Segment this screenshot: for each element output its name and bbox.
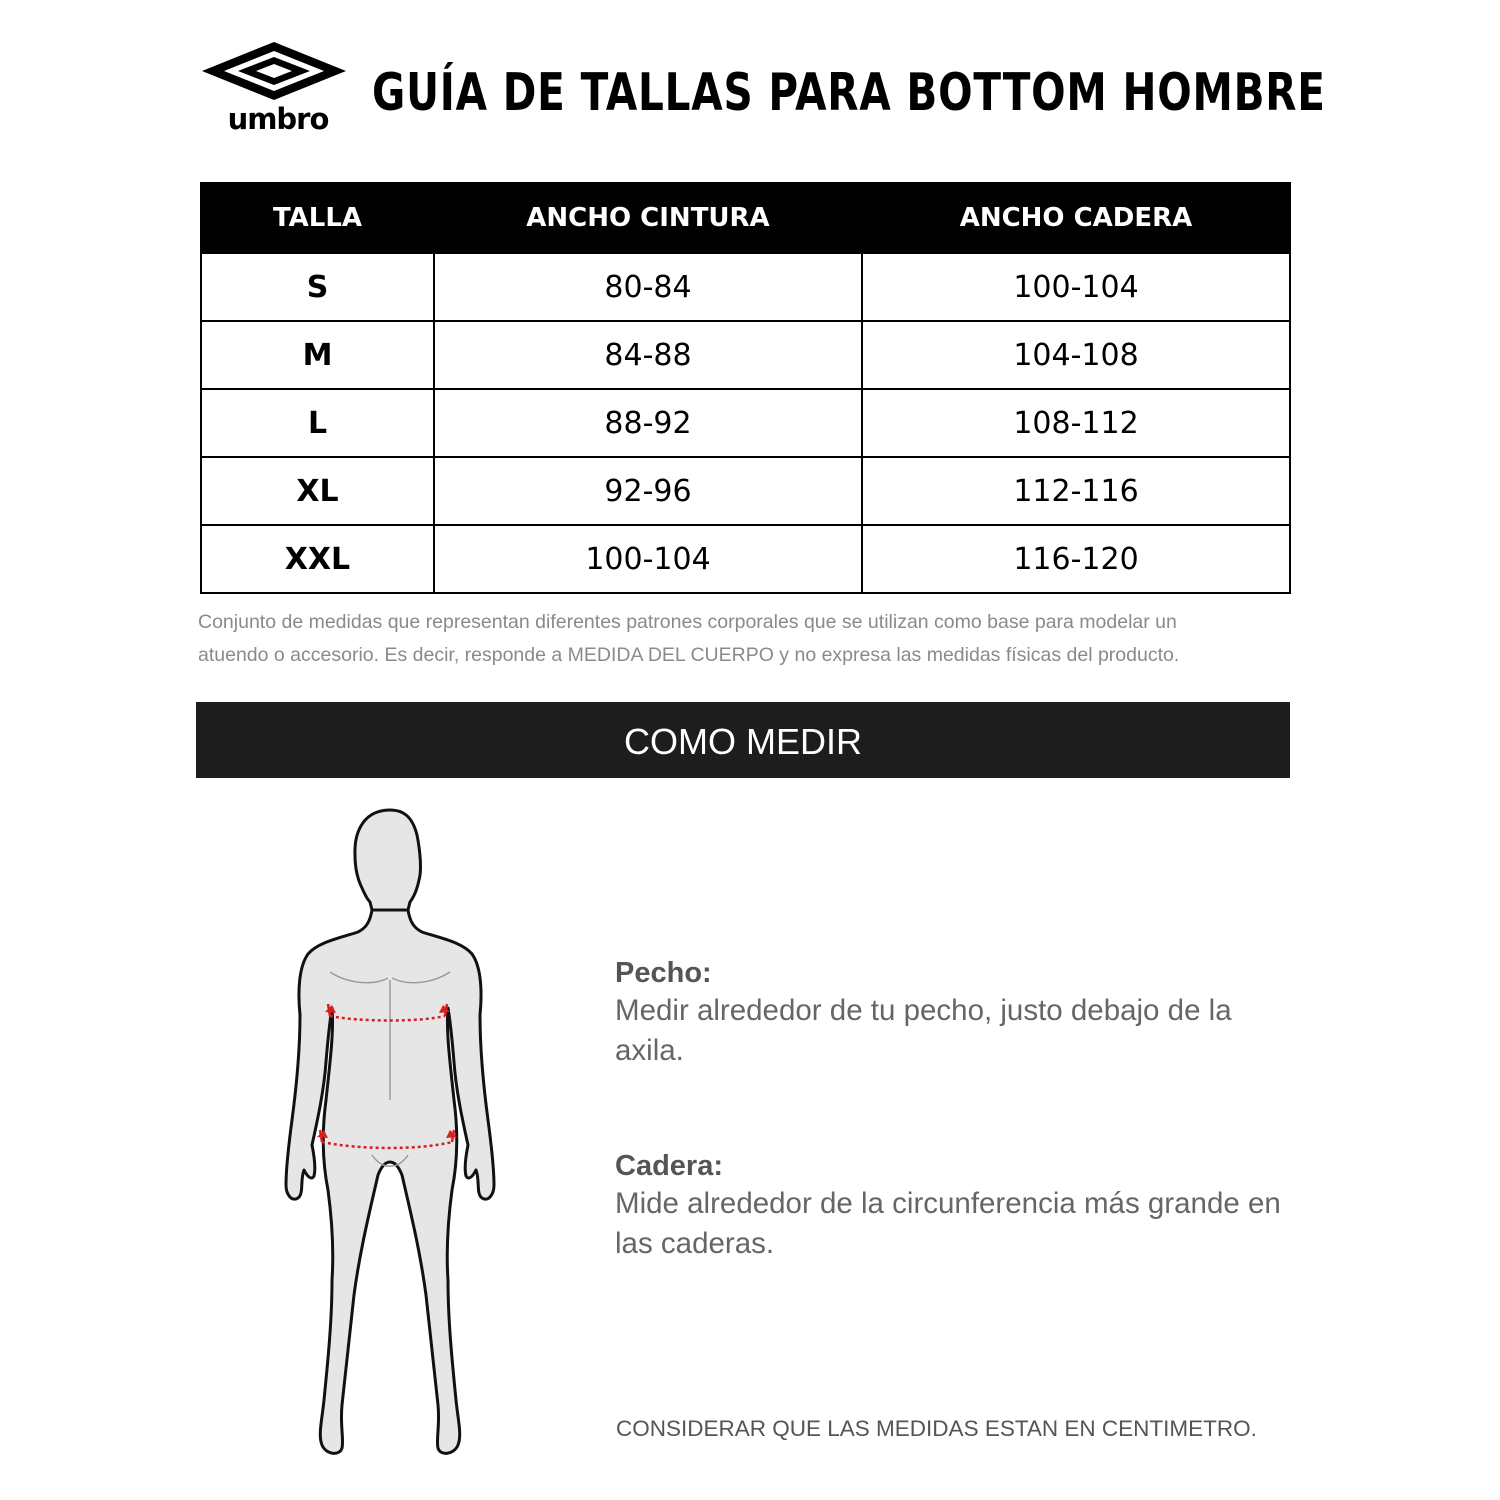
page-title: GUÍA DE TALLAS PARA BOTTOM HOMBRE: [372, 63, 1326, 123]
waist-cell: 84-88: [434, 321, 862, 389]
table-header-row: [201, 183, 1290, 253]
disclaimer-line-2: atuendo o accesorio. Es decir, responde a MEDIDA DEL CUERPO y no expresa las medidas físicas del producto.: [198, 644, 1180, 666]
waist-cell: 100-104: [434, 525, 862, 593]
section-header-como-medir: COMO MEDIR: [196, 702, 1290, 778]
body-figure: [270, 800, 510, 1470]
measure-chest-title: Pecho:: [615, 957, 712, 989]
header-ancho-cintura: ANCHO CINTURA: [434, 183, 862, 253]
table-row: [201, 389, 1290, 457]
male-body-illustration: [270, 800, 510, 1470]
size-cell: L: [201, 389, 434, 457]
size-cell: XXL: [201, 525, 434, 593]
disclaimer-line-1: Conjunto de medidas que representan diferentes patrones corporales que se utilizan como base para modelar un: [198, 611, 1177, 633]
brand-wordmark: umbro: [227, 102, 329, 136]
table-row: [201, 253, 1290, 321]
hip-cell: 116-120: [862, 525, 1290, 593]
umbro-diamond-icon: [200, 40, 348, 102]
waist-cell: 88-92: [434, 389, 862, 457]
size-cell: M: [201, 321, 434, 389]
hip-cell: 112-116: [862, 457, 1290, 525]
measure-chest-text: Medir alrededor de tu pecho, justo debajo de la axila.: [615, 994, 1232, 1067]
header-ancho-cadera: ANCHO CADERA: [862, 183, 1290, 253]
hip-cell: 108-112: [862, 389, 1290, 457]
waist-cell: 92-96: [434, 457, 862, 525]
table-row: [201, 525, 1290, 593]
header-talla: TALLA: [201, 183, 434, 253]
size-cell: S: [201, 253, 434, 321]
hip-cell: 104-108: [862, 321, 1290, 389]
disclaimer-text: [198, 606, 1298, 672]
measure-hip-text: Mide alrededor de la circunferencia más grande en las caderas.: [615, 1187, 1281, 1260]
size-cell: XL: [201, 457, 434, 525]
measure-hip: [615, 1148, 1295, 1264]
brand-logo: [200, 40, 348, 140]
hip-cell: 100-104: [862, 253, 1290, 321]
table-row: [201, 321, 1290, 389]
size-table: [200, 182, 1291, 594]
measure-chest: [615, 955, 1295, 1071]
waist-cell: 80-84: [434, 253, 862, 321]
table-row: [201, 457, 1290, 525]
units-footnote: CONSIDERAR QUE LAS MEDIDAS ESTAN EN CENTIMETRO.: [616, 1416, 1257, 1441]
measure-hip-title: Cadera:: [615, 1150, 723, 1182]
